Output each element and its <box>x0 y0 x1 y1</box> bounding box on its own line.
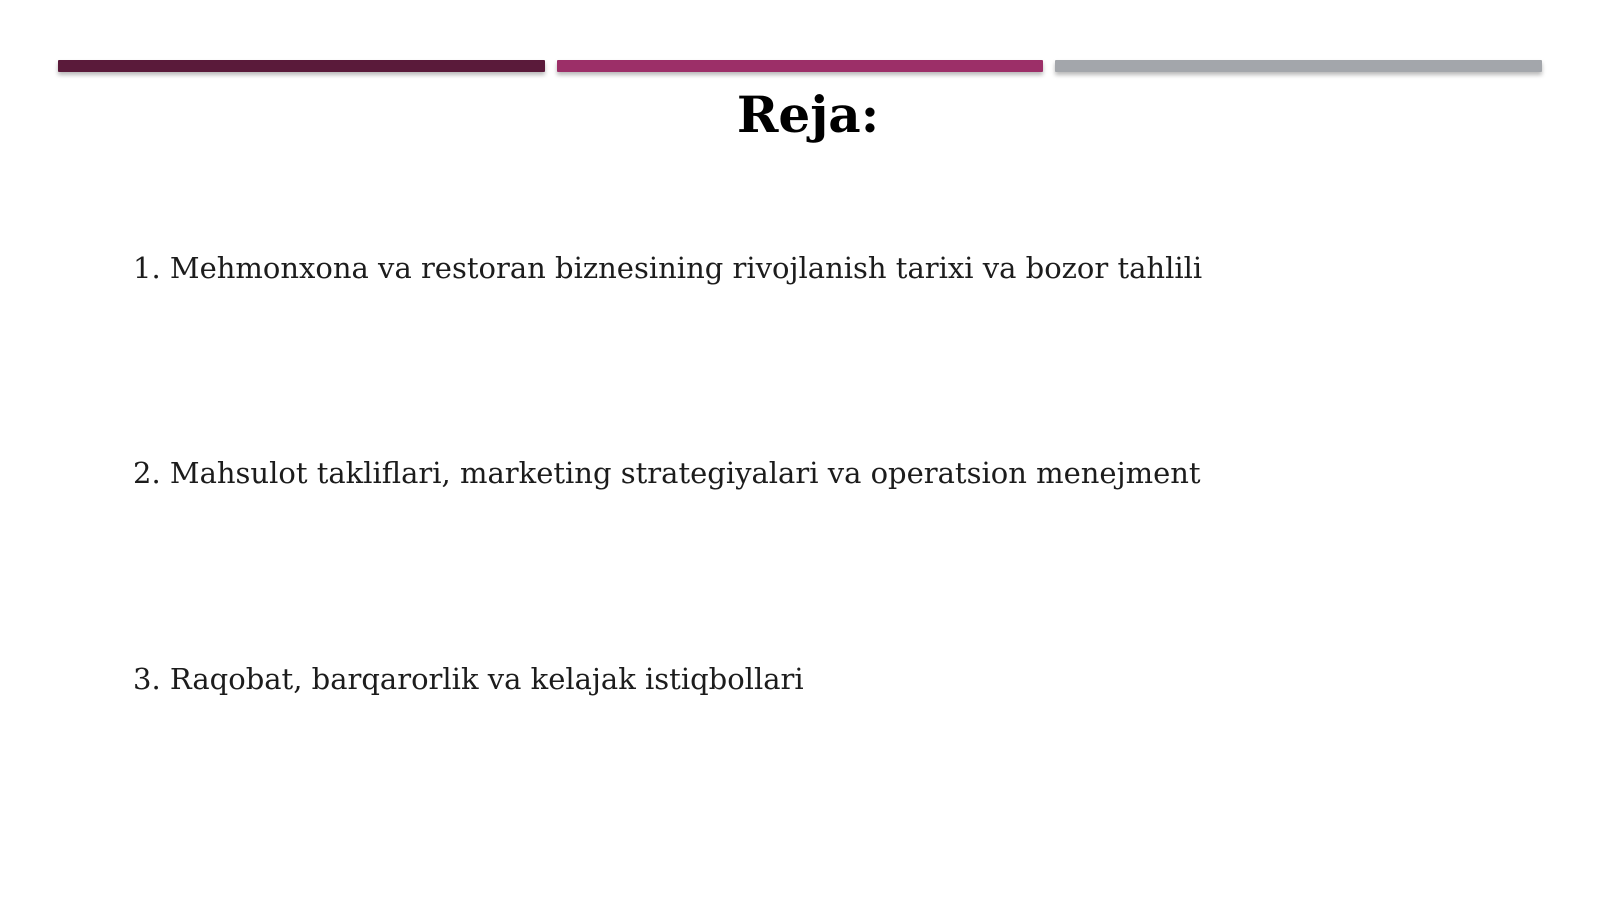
accent-bar-magenta <box>557 60 1043 72</box>
plan-item-3: 3. Raqobat, barqarorlik va kelajak istiqbollari <box>133 662 804 696</box>
slide-title: Reja: <box>736 85 880 144</box>
accent-bar-gray <box>1055 60 1542 72</box>
plan-item-1: 1. Mehmonxona va restoran biznesining rivojlanish tarixi va bozor tahlili <box>133 251 1203 285</box>
accent-bar-dark-plum <box>58 60 545 72</box>
plan-item-2: 2. Mahsulot takliflari, marketing strategiyalari va operatsion menejment <box>133 456 1201 490</box>
